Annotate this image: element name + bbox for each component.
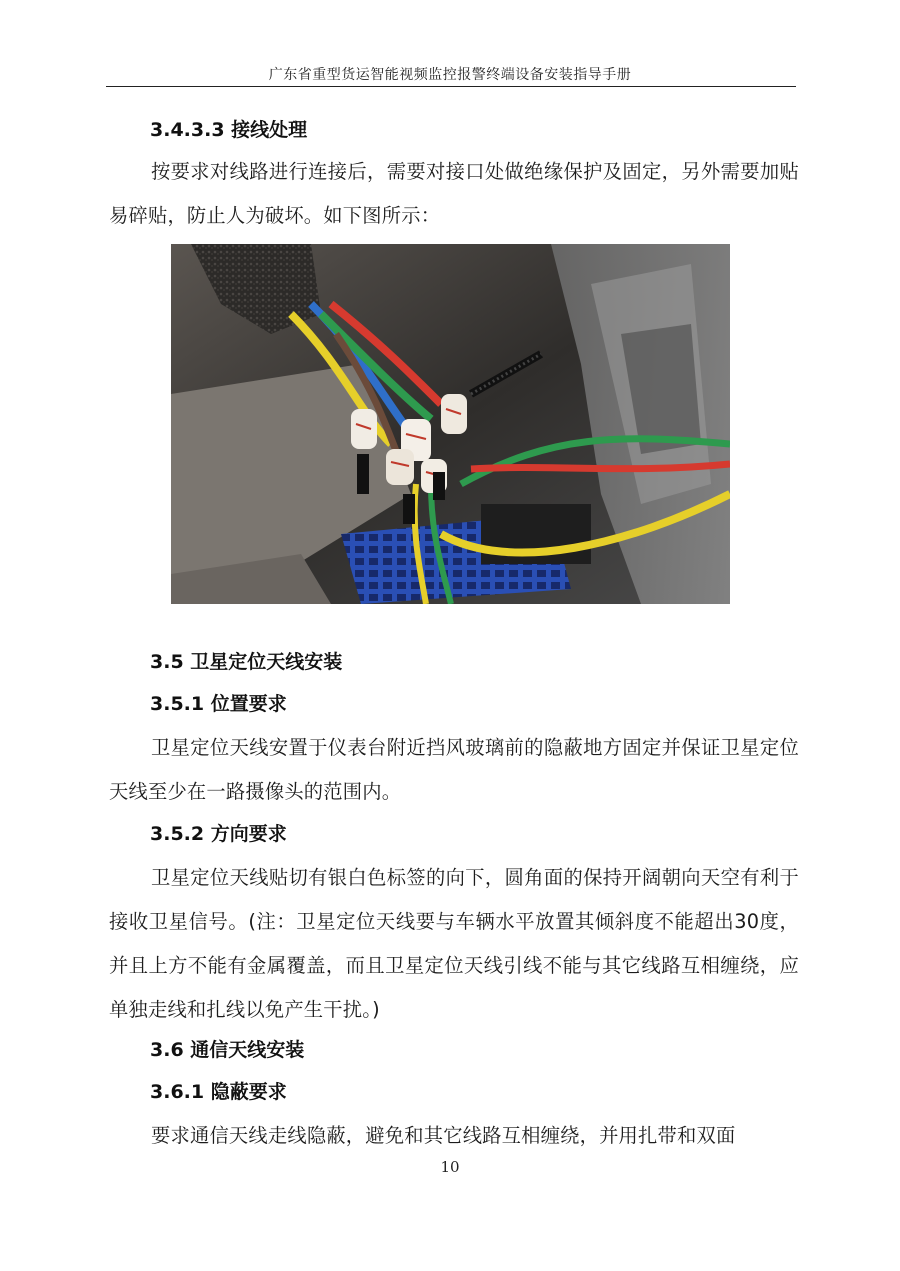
header-rule — [106, 86, 796, 87]
heading-3-5-1: 3.5.1 位置要求 — [150, 693, 287, 715]
paragraph-position-requirement: 卫星定位天线安置于仪表台附近挡风玻璃前的隐蔽地方固定并保证卫星定位天线至少在一路摄像头的范围内。 — [109, 736, 799, 803]
wiring-photo — [171, 244, 730, 604]
paragraph-concealment-requirement: 要求通信天线走线隐蔽，避免和其它线路互相缠绕，并用扎带和双面 — [151, 1124, 736, 1147]
heading-3-5: 3.5 卫星定位天线安装 — [150, 651, 343, 673]
heading-3-6-1: 3.6.1 隐蔽要求 — [150, 1081, 287, 1103]
running-header: 广东省重型货运智能视频监控报警终端设备安装指导手册 — [268, 67, 632, 83]
paragraph-direction-requirement: 卫星定位天线贴切有银白色标签的向下，圆角面的保持开阔朝向天空有利于接收卫星信号。(注：卫星定位天线要与车辆水平放置其倾斜度不能超出30度，并且上方不能有金属覆盖，而且卫星定位天线引线不能与其它线路互相缠绕，应单独走线和扎线以免产生干扰。) — [109, 866, 799, 1021]
heading-3-5-2: 3.5.2 方向要求 — [150, 823, 287, 845]
heading-3-4-3-3: 3.4.3.3 接线处理 — [150, 119, 308, 141]
paragraph-wiring: 按要求对线路进行连接后，需要对接口处做绝缘保护及固定，另外需要加贴易碎贴，防止人为破坏。如下图所示： — [109, 160, 799, 227]
page-number: 10 — [440, 1158, 460, 1176]
heading-3-6: 3.6 通信天线安装 — [150, 1039, 305, 1061]
